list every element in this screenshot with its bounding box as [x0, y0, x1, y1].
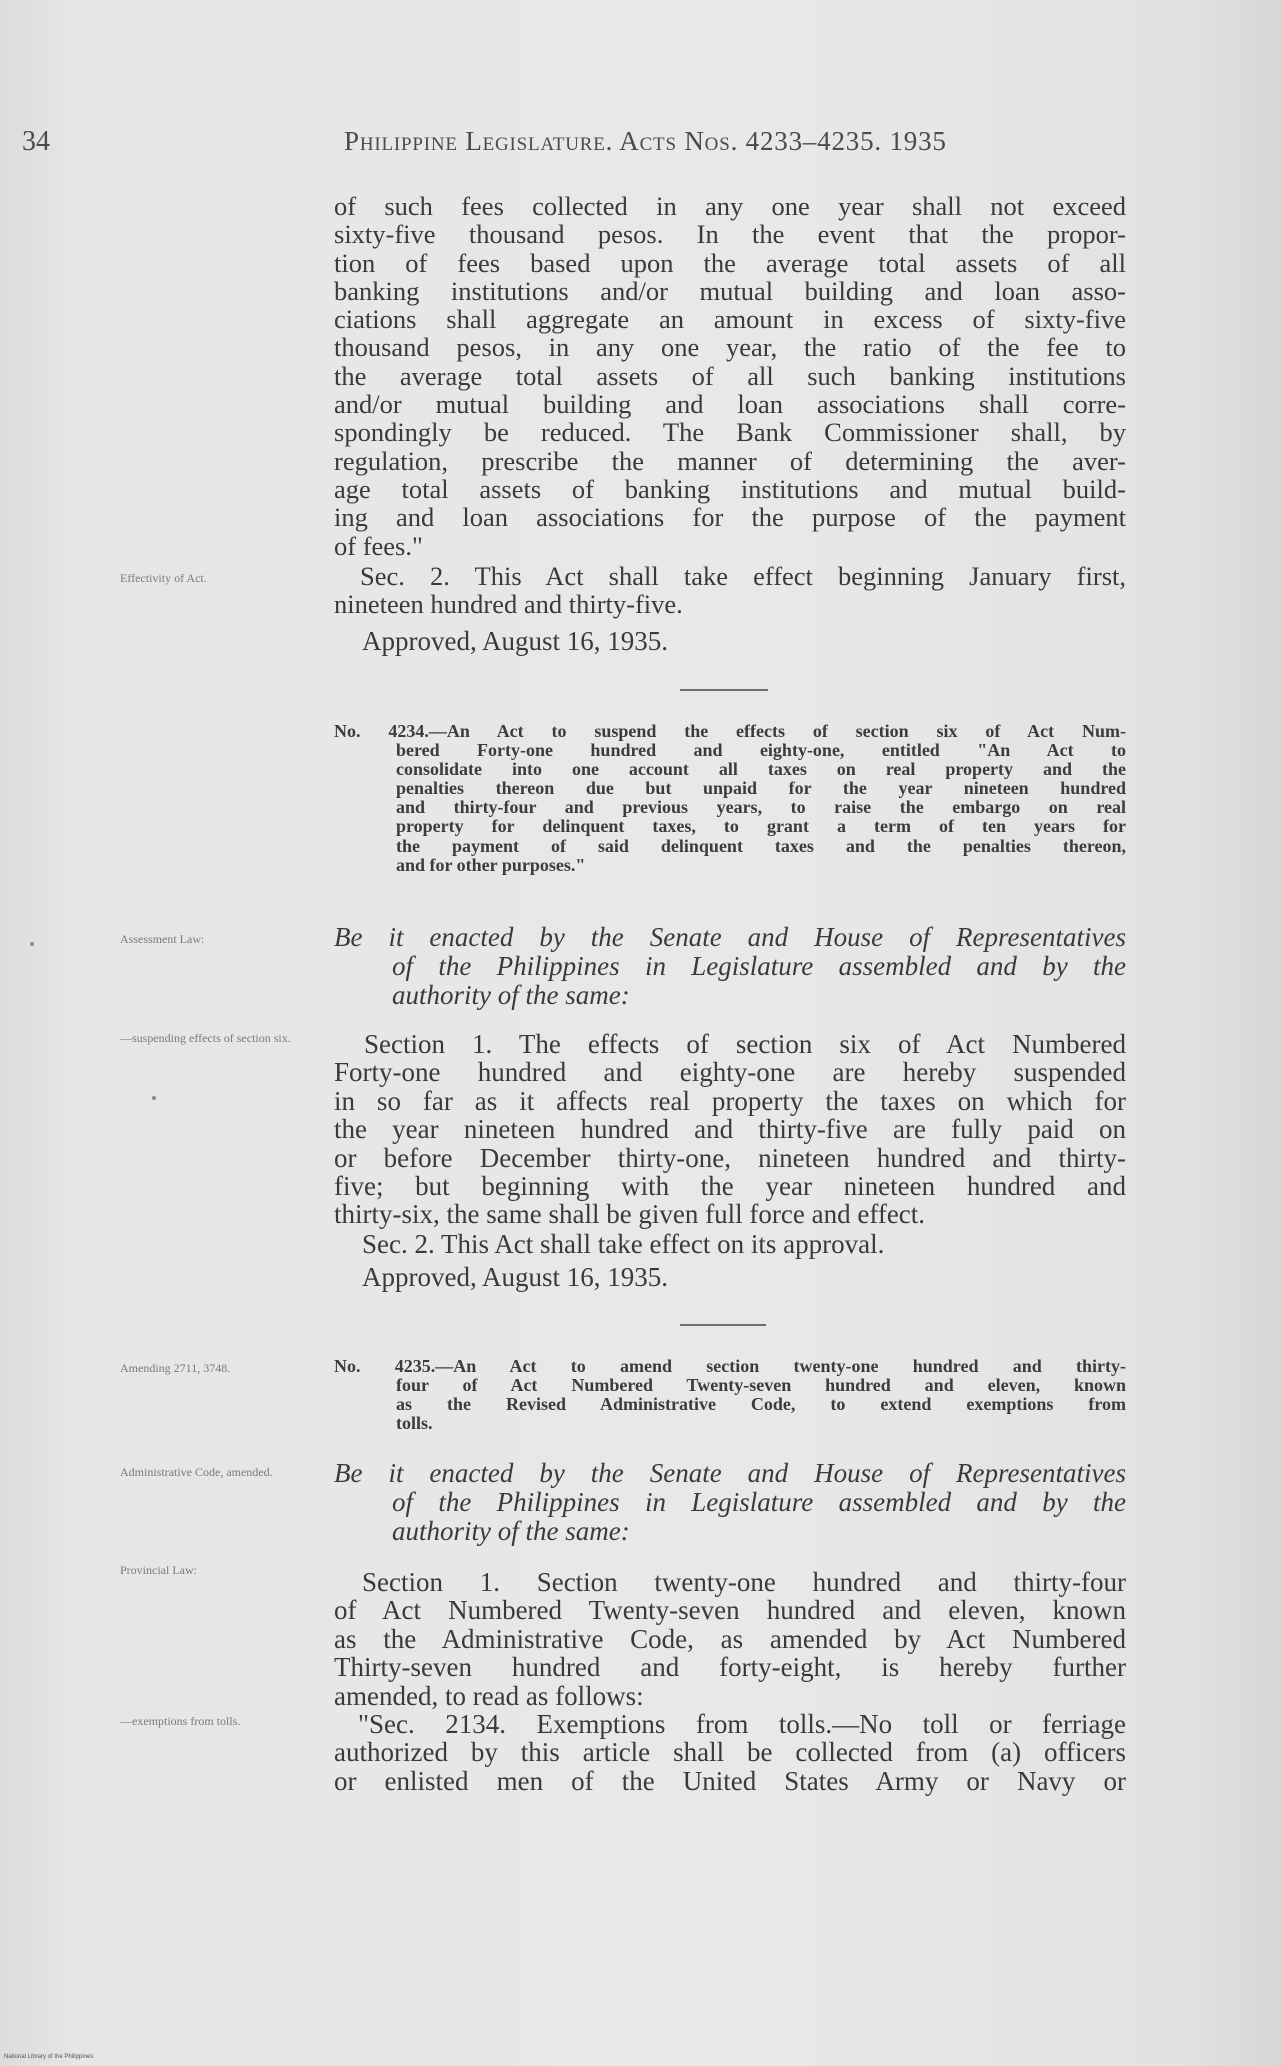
- text-line: thousand pesos, in any one year, the ratio of the fee to: [334, 332, 1126, 363]
- margin-note-effectivity: Effectivity of Act.: [120, 571, 207, 585]
- text-line: tolls.: [396, 1413, 433, 1434]
- page-header: [0, 126, 1282, 166]
- text-line: as the Administrative Code, as amended by Act Numbered: [334, 1623, 1126, 1654]
- text-line: of fees.": [334, 530, 423, 561]
- text-line: in so far as it affects real property the taxes on which for: [334, 1085, 1126, 1116]
- scan-speck: [152, 1096, 156, 1100]
- text-line: the payment of said delinquent taxes and the penalties thereon,: [396, 835, 1126, 856]
- text-line: amended, to read as follows:: [334, 1680, 644, 1711]
- text-line: the year nineteen hundred and thirty-five are fully paid on: [334, 1114, 1126, 1145]
- text-line: or enlisted men of the United States Army or Navy or: [334, 1765, 1126, 1796]
- text-line: Section 1. Section twenty-one hundred and thirty-four: [362, 1567, 1126, 1597]
- text-line: the average total assets of all such banking institutions: [334, 360, 1126, 391]
- enacting-clause: [334, 923, 1126, 1010]
- text-line: property for delinquent taxes, to grant a term of ten years for: [396, 816, 1126, 837]
- scan-speck: [30, 942, 34, 946]
- text-line: authorized by this article shall be collected from (a) officers: [334, 1737, 1126, 1768]
- running-head: Philippine Legislature. Acts Nos. 4233–4235. 1935: [344, 126, 947, 156]
- section-2-act-4233: [334, 562, 1126, 619]
- scan-footer: National Library of the Philippines: [4, 2054, 94, 2060]
- text-line: or before December thirty-one, nineteen hundred and thirty-: [334, 1142, 1126, 1173]
- text-line: Be it enacted by the Senate and House of Representatives: [334, 922, 1126, 952]
- margin-note-amending: Amending 2711, 3748.: [120, 1361, 231, 1375]
- text-line: five; but beginning with the year nineteen hundred and: [334, 1171, 1126, 1202]
- text-line: Thirty-seven hundred and forty-eight, is hereby further: [334, 1652, 1126, 1683]
- margin-note-suspending-effects: —suspending effects of section six.: [120, 1031, 291, 1045]
- approved-line: Approved, August 16, 1935.: [362, 1262, 668, 1292]
- act-4234-title: [334, 722, 1126, 875]
- text-line: of the Philippines in Legislature assembled and by the: [392, 951, 1126, 981]
- text-line: of such fees collected in any one year shall not exceed: [334, 191, 1126, 221]
- text-line: Section 1. The effects of section six of Act Numbered: [364, 1029, 1126, 1059]
- text-line: Be it enacted by the Senate and House of Representatives: [334, 1458, 1126, 1488]
- text-line: Sec. 2. This Act shall take effect beginning January first,: [360, 561, 1126, 591]
- text-line: four of Act Numbered Twenty-seven hundred and eleven, known: [396, 1375, 1126, 1396]
- text-line: Forty-one hundred and eighty-one are hereby suspended: [334, 1057, 1126, 1088]
- text-line: No. 4235.—An Act to amend section twenty-one hundred and thirty-: [334, 1356, 1126, 1376]
- approved-line: Approved, August 16, 1935.: [362, 626, 668, 656]
- section-1-act-4234: [334, 1030, 1126, 1229]
- margin-note-administrative-code: Administrative Code, amended.: [120, 1465, 273, 1479]
- text-line: thirty-six, the same shall be given full force and effect.: [334, 1199, 926, 1230]
- text-line: of the Philippines in Legislature assembled and by the: [392, 1487, 1126, 1517]
- text-line: bered Forty-one hundred and eighty-one, entitled "An Act to: [396, 740, 1126, 761]
- continuation-paragraph: [334, 192, 1126, 560]
- text-line: authority of the same:: [392, 1516, 630, 1546]
- margin-note-assessment-law: Assessment Law:: [120, 932, 205, 946]
- text-line: as the Revised Administrative Code, to extend exemptions from: [396, 1394, 1126, 1415]
- text-line: and for other purposes.": [396, 854, 586, 875]
- text-line: consolidate into one account all taxes on real property and the: [396, 759, 1126, 780]
- text-line: of Act Numbered Twenty-seven hundred and eleven, known: [334, 1595, 1126, 1626]
- text-line: sixty-five thousand pesos. In the event that the propor-: [334, 219, 1126, 250]
- margin-note-exemptions: —exemptions from tolls.: [120, 1714, 241, 1728]
- text-line: "Sec. 2134. Exemptions from tolls.—No toll or ferriage: [358, 1709, 1126, 1739]
- act-4235-title: [334, 1357, 1126, 1433]
- text-line: spondingly be reduced. The Bank Commissioner shall, by: [334, 417, 1126, 448]
- section-2134: [334, 1710, 1126, 1795]
- text-line: and/or mutual building and loan associations shall corre-: [334, 389, 1126, 420]
- margin-note-provincial-law: Provincial Law:: [120, 1563, 197, 1577]
- page-number: 34: [22, 126, 50, 157]
- enacting-clause: [334, 1459, 1126, 1546]
- text-line: nineteen hundred and thirty-five.: [334, 589, 683, 620]
- text-line: ing and loan associations for the purpose of the payment: [334, 502, 1126, 533]
- section-2-act-4234: Sec. 2. This Act shall take effect on its approval.: [362, 1229, 885, 1259]
- section-divider: [680, 1324, 766, 1326]
- text-line: penalties thereon due but unpaid for the year nineteen hundred: [396, 778, 1126, 799]
- text-line: age total assets of banking institutions and mutual build-: [334, 473, 1126, 504]
- text-line: tion of fees based upon the average total assets of all: [334, 247, 1126, 278]
- text-line: banking institutions and/or mutual building and loan asso-: [334, 275, 1126, 306]
- section-divider: [680, 689, 768, 691]
- text-line: and thirty-four and previous years, to raise the embargo on real: [396, 797, 1126, 818]
- text-line: No. 4234.—An Act to suspend the effects of section six of Act Num-: [334, 721, 1126, 741]
- text-line: regulation, prescribe the manner of determining the aver-: [334, 445, 1126, 476]
- text-line: ciations shall aggregate an amount in excess of sixty-five: [334, 304, 1126, 335]
- section-1-act-4235: [334, 1568, 1126, 1710]
- text-line: authority of the same:: [392, 980, 630, 1010]
